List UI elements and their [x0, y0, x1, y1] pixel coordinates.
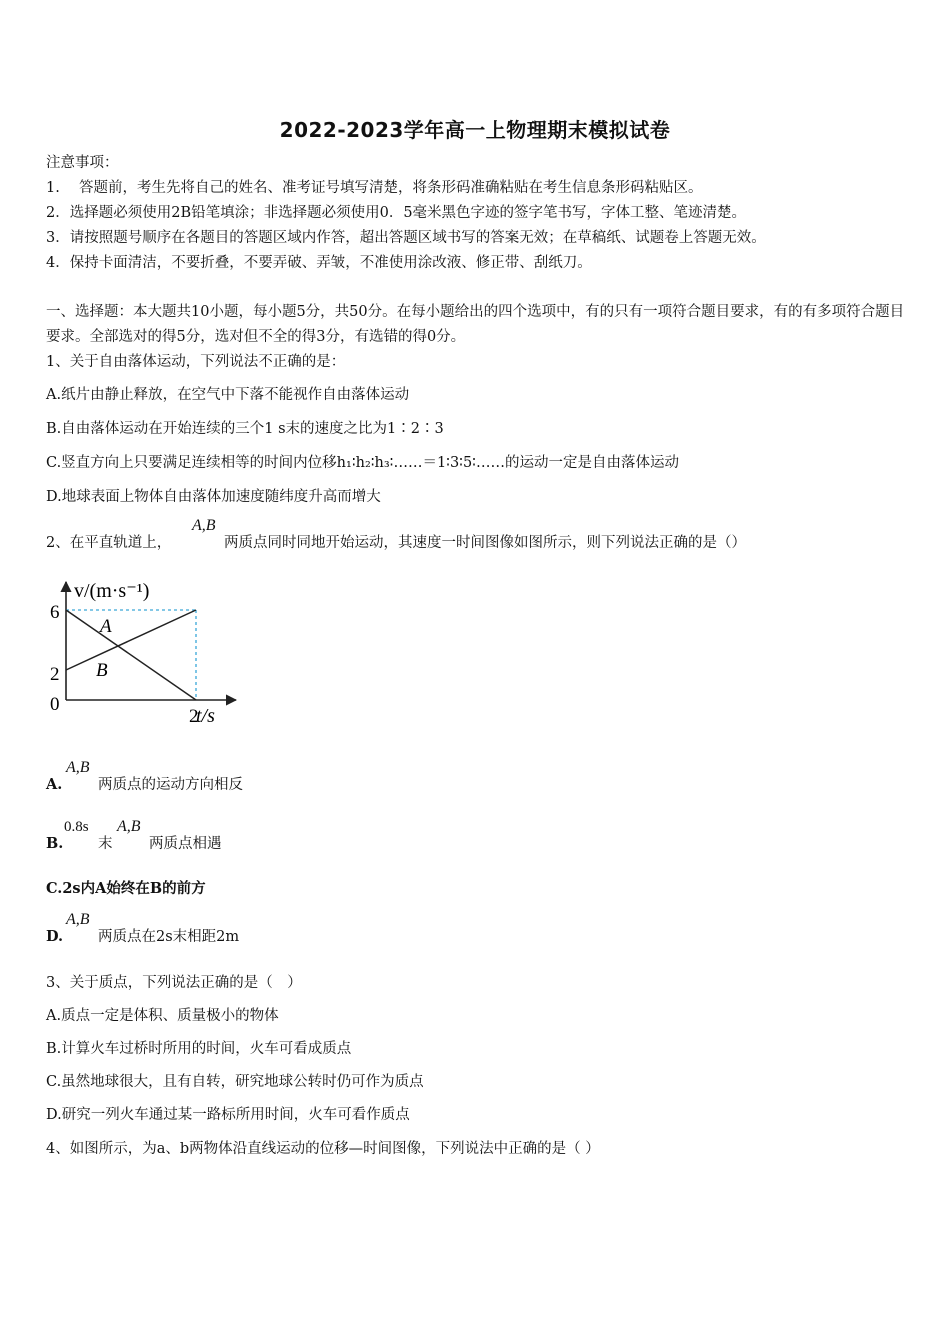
notice-heading: 注意事项： — [46, 155, 119, 171]
q2-option-d-text: 两质点在2s末相距2m — [98, 929, 240, 945]
q1-option-d: D.地球表面上物体自由落体加速度随纬度升高而增大 — [46, 489, 381, 505]
q3-option-c: C.虽然地球很大，且有自转，研究地球公转时仍可作为质点 — [46, 1074, 424, 1090]
q2-option-a-text: 两质点的运动方向相反 — [98, 777, 243, 793]
q2-option-b-letter: B. — [46, 835, 64, 852]
q2-stem-start: 2、在平直轨道上， — [46, 535, 172, 551]
q3-option-d: D.研究一列火车通过某一路标所用时间，火车可看作质点 — [46, 1107, 410, 1123]
q2-stem-end: 两质点同时同地开始运动，其速度一时间图像如图所示，则下列说法正确的是（） — [224, 535, 746, 551]
q1-option-a: A.纸片由静止释放，在空气中下落不能视作自由落体运动 — [46, 387, 410, 403]
origin-label: 0 — [50, 694, 60, 715]
q2-option-b-var: A,B — [117, 818, 141, 835]
q2-option-a-var: A,B — [66, 759, 90, 776]
q2-option-b-time: 0.8s — [64, 819, 89, 835]
q4-stem: 4、如图所示，为a、b两物体沿直线运动的位移—时间图像，下列说法中正确的是（ ） — [46, 1141, 600, 1157]
q2-option-d-var: A,B — [66, 911, 90, 928]
q1-option-c: C.竖直方向上只要满足连续相等的时间内位移h₁∶h₂∶h₃∶……＝1∶3∶5∶……的运动一定是自由落体运动 — [46, 455, 679, 471]
q3-option-b: B.计算火车过桥时所用的时间，火车可看成质点 — [46, 1041, 352, 1057]
x-axis-label: t/s — [196, 705, 215, 727]
series-a-label: A — [100, 616, 112, 637]
q1-stem: 1、关于自由落体运动，下列说法不正确的是： — [46, 354, 346, 370]
q3-stem: 3、关于质点，下列说法正确的是（ ） — [46, 975, 302, 991]
q3-option-a: A.质点一定是体积、质量极小的物体 — [46, 1008, 279, 1024]
page-title: 2022-2023学年高一上物理期末模拟试卷 — [279, 118, 671, 142]
q1-option-b: B.自由落体运动在开始连续的三个1 s末的速度之比为1∶2∶3 — [46, 421, 444, 437]
q2-option-a-letter: A. — [46, 776, 63, 793]
q2-stem-var: A,B — [192, 517, 216, 534]
q2-option-b-text: 两质点相遇 — [149, 836, 222, 852]
y-axis-label: v/(m·s⁻¹) — [74, 580, 150, 602]
notice-item-1: 1. 答题前，考生先将自己的姓名、准考证号填写清楚，将条形码准确粘贴在考生信息条形码粘贴区。 — [46, 180, 703, 196]
series-b-line — [66, 610, 196, 670]
notice-item-3: 3．请按照题号顺序在各题目的答题区域内作答，超出答题区域书写的答案无效；在草稿纸、试题卷上答题无效。 — [46, 230, 766, 246]
series-a-line — [66, 610, 196, 700]
notice-item-2: 2．选择题必须使用2B铅笔填涂；非选择题必须使用0．5毫米黑色字迹的签字笔书写，字体工整、笔迹清楚。 — [46, 205, 747, 221]
series-b-label: B — [96, 660, 108, 681]
y-tick-6: 6 — [50, 602, 60, 623]
notice-item-4: 4．保持卡面清洁，不要折叠，不要弄破、弄皱，不准使用涂改液、修正带、刮纸刀。 — [46, 255, 592, 271]
x-tick-2: 2 — [189, 706, 199, 727]
q2-option-d-letter: D. — [46, 928, 64, 945]
y-tick-2: 2 — [50, 664, 60, 685]
velocity-time-graph — [44, 572, 244, 732]
q2-option-b-mid: 末 — [98, 836, 113, 852]
section-intro: 一、选择题：本大题共10小题，每小题5分，共50分。在每小题给出的四个选项中，有的只有一项符合题目要求，有的有多项符合题目要求。全部选对的得5分，选对但不全的得3分，有选错的得0分。 — [46, 304, 905, 345]
q2-option-c: C.2s内A始终在B的前方 — [46, 880, 206, 897]
